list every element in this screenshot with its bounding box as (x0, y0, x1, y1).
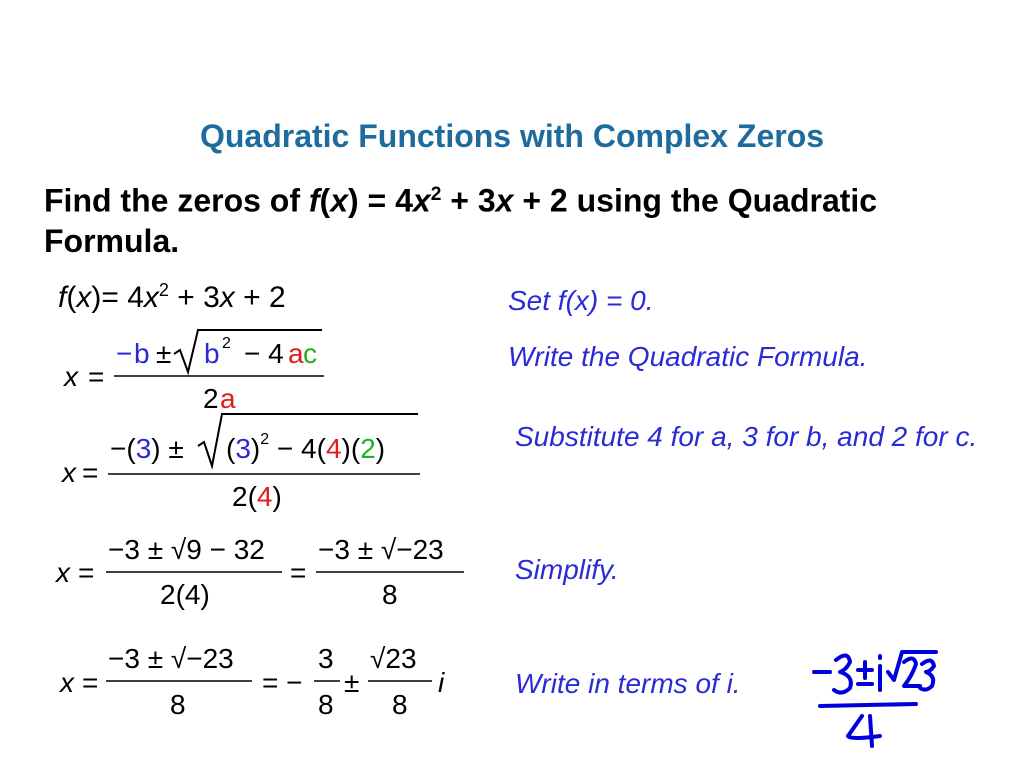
step-simplify: Simplify. (515, 554, 619, 585)
qf-a2: a (220, 383, 236, 414)
qf-pm: ± (156, 338, 172, 369)
hw-fraction-bar (820, 704, 916, 706)
ti-i: i (438, 667, 445, 698)
sub-b-value-2: 3 (235, 433, 251, 464)
simplify-formula (54, 534, 464, 610)
problem-x2: x (412, 182, 431, 219)
hw-three (834, 655, 851, 692)
qf-a: a (288, 338, 304, 369)
simp-num1: −3 ± √9 − 32 (108, 534, 265, 565)
simp-num2: −3 ± √−23 (318, 534, 444, 565)
sub-x: x (62, 457, 76, 488)
problem-mid: ) = 4 (348, 182, 413, 219)
sub-eq: = (82, 457, 99, 488)
terms-i-formula (58, 643, 445, 720)
ti-root23: √23 (370, 643, 417, 674)
sub-c-value: 2 (360, 433, 376, 464)
qf-sq: 2 (222, 335, 231, 352)
fx-x3: x (219, 281, 235, 314)
substitution-formula (60, 414, 420, 512)
ti-pm: ± (344, 667, 360, 698)
ti-den2: 8 (318, 689, 334, 720)
qf-minus4: − 4 (244, 338, 284, 369)
fx-exp: 2 (158, 280, 169, 300)
qf-eq: = (88, 361, 105, 392)
simp-eq: = (78, 557, 95, 588)
fx-text1: )= 4 (91, 281, 144, 314)
qf-b2: b (204, 338, 220, 369)
ti-x: x (60, 667, 74, 698)
problem-exp: 2 (430, 184, 442, 205)
qf-c: c (303, 338, 317, 369)
problem-x3: x (495, 182, 514, 219)
fx-text3: + 2 (234, 281, 286, 314)
simp-den2: 8 (382, 579, 398, 610)
fx-x2: x (143, 281, 159, 314)
problem-statement: Find the zeros of $f(x) = 4x^2 + 3x + 2$ using the Quadratic Formula. (44, 182, 878, 259)
slide-title: Quadratic Functions with Complex Zeros (199, 118, 825, 154)
qf-b: b (134, 338, 150, 369)
ti-three: 3 (318, 643, 334, 674)
sub-num-prefix: −(3) ± (110, 433, 184, 464)
step-substitute: Substitute 4 for a, 3 for b, and 2 for c. (515, 421, 978, 452)
problem-f: f (308, 182, 320, 219)
hw-four (848, 716, 880, 746)
simp-den1: 2(4) (160, 579, 210, 610)
hw-two (904, 658, 920, 686)
ti-num1: −3 ± √−23 (108, 643, 234, 674)
step-terms-of-i: Write in terms of i. (515, 668, 741, 699)
hw-three-2 (920, 660, 934, 689)
step-set-zero: Set f(x) = 0. (508, 285, 654, 316)
fx-x: x (76, 281, 92, 314)
function-line: $f(x)= 4x^2 + 3x + 2$ (58, 280, 286, 314)
sub-b-value: 3 (135, 433, 152, 464)
problem-x: x (330, 182, 348, 219)
qf-x: x (64, 361, 78, 392)
fx-text2: + 3 (168, 281, 220, 314)
problem-mid2: + 3 (441, 182, 496, 219)
fx-f: f (58, 281, 67, 314)
handwritten-annotation (814, 652, 936, 746)
problem-prefix: Find the zeros of (44, 182, 309, 219)
sub-a-value: 4 (325, 433, 342, 464)
ti-eq: = (82, 667, 99, 698)
sub-den: 2(4) (232, 481, 282, 512)
simp-x: x (56, 557, 70, 588)
hw-plusminus-top (858, 662, 872, 678)
ti-den1: 8 (170, 689, 186, 720)
qf-two: 2 (203, 383, 219, 414)
step-write-formula: Write the Quadratic Formula. (508, 341, 868, 372)
quadratic-formula (62, 330, 324, 414)
ti-den3: 8 (392, 689, 408, 720)
problem-suffix: + 2 using the Quadratic Formula. (44, 182, 878, 259)
simp-eq2: = (290, 557, 307, 588)
sub-radicand: $(3)^2 - 4(4)(2)$ (226, 431, 386, 464)
sub-den-a: 4 (256, 481, 273, 512)
qf-neg: − (116, 338, 133, 369)
ti-eq2: = − (262, 667, 303, 698)
